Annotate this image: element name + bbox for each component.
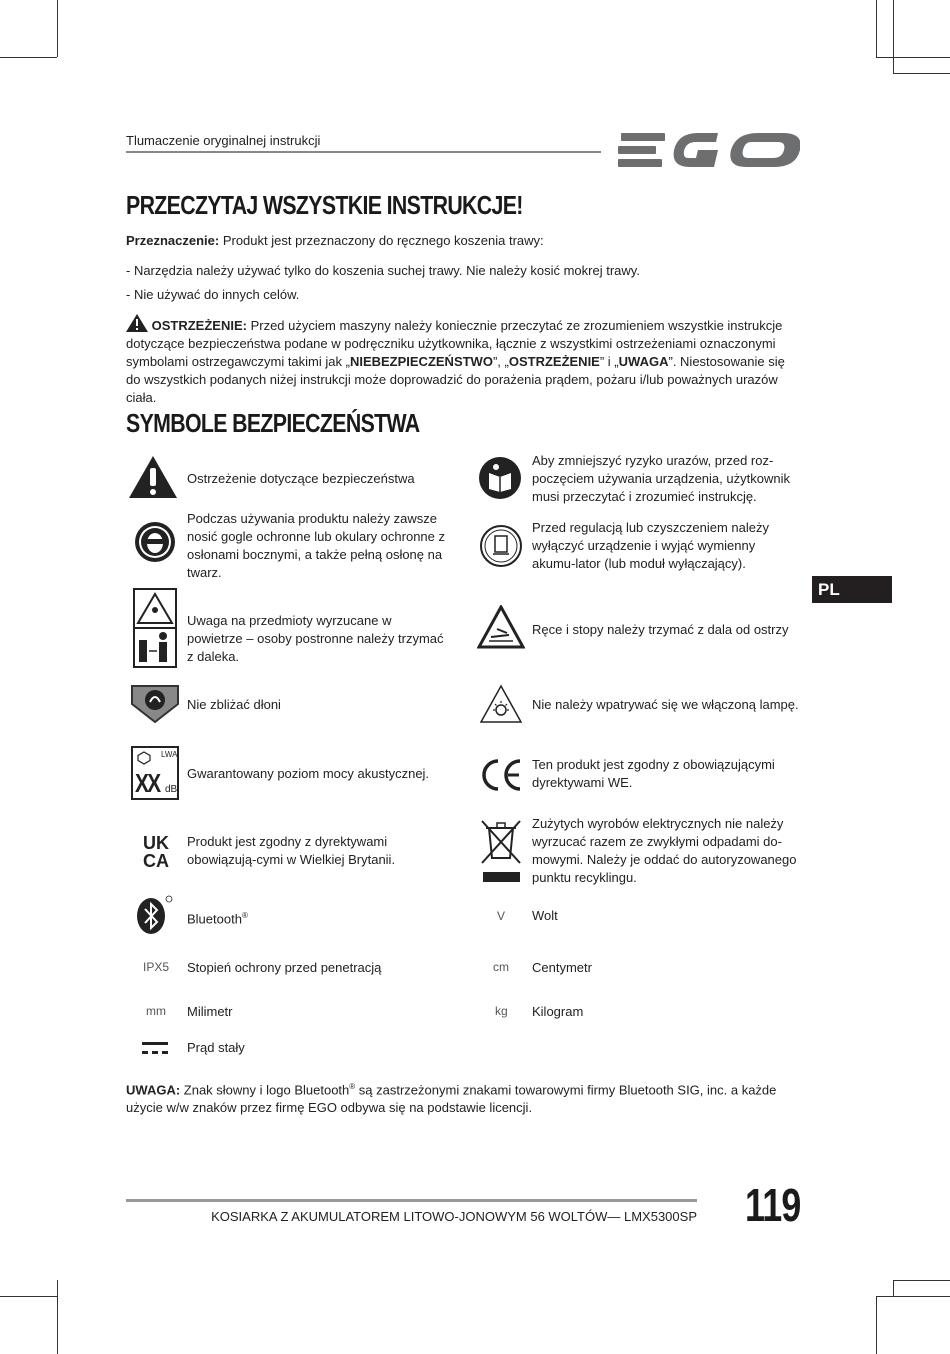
header-rule <box>126 151 601 153</box>
crop-mark <box>0 57 57 58</box>
crop-mark <box>0 1296 57 1297</box>
warning-triangle-icon <box>126 314 148 332</box>
symbol-ipx: Stopień ochrony przed penetracją <box>187 960 382 975</box>
term-warning: OSTRZEŻENIE <box>508 354 600 369</box>
term-danger: NIEBEZPIECZEŃSTWO <box>349 354 493 369</box>
note-text-end: są zastrzeżonymi znakami towarowymi firmy Bluetooth SIG, inc. a każde użycie w/w znaków przez firmę EGO odbywa się na podstawie licencji. <box>126 1082 777 1116</box>
bluetooth-icon <box>133 895 175 935</box>
thrown-objects-icon <box>133 588 177 668</box>
registered-mark: ® <box>241 911 248 920</box>
intended-use-text: Produkt jest przeznaczony do ręcznego koszenia trawy: <box>219 233 544 248</box>
crop-mark <box>893 0 894 73</box>
safety-alert-icon <box>128 455 178 499</box>
crop-mark <box>893 1280 894 1296</box>
ukca-mark-icon <box>136 832 176 872</box>
registered-mark: ® <box>349 1082 356 1091</box>
separator: ”, „ <box>492 354 509 369</box>
symbol-ce: Ten produkt jest zgodny z obowiązującymi dyrektywami WE. <box>532 757 775 790</box>
note-label: UWAGA: <box>126 1082 181 1098</box>
cm-abbr: cm <box>493 960 509 974</box>
warning-text-end: ”. Niestosowanie się do wszystkich podanych niżej instrukcji może doprowadzić do porażenia prądem, pożaru i/lub poważnych urazów ciała. <box>126 354 785 405</box>
ego-logo <box>618 128 800 177</box>
lwa-label: LWA <box>161 750 178 759</box>
crop-mark <box>893 1280 950 1281</box>
crop-mark <box>876 0 877 57</box>
symbol-bluetooth <box>187 907 449 928</box>
mm-abbr: mm <box>146 1004 166 1018</box>
symbol-thrown-objects: Uwaga na przedmioty wyrzucane w powietrze – osoby postronne należy trzymać z daleka. <box>187 613 444 664</box>
symbol-eye-protection: Podczas używania produktu należy zawsze nosić gogle ochronne lub okulary ochronne z osłonami bocznymi, a także pełną osłonę na twarz. <box>187 511 446 580</box>
symbol-lamp: Nie należy wpatrywać się we włączoną lampę. <box>532 697 799 712</box>
crop-mark <box>876 1296 950 1297</box>
page-number: 119 <box>745 1179 801 1231</box>
term-caution: UWAGA <box>618 354 669 369</box>
symbol-keep-hands-away: Nie zbliżać dłoni <box>187 697 281 712</box>
uk-label: UK <box>143 833 169 853</box>
symbol-safety-alert: Ostrzeżenie dotyczące bezpieczeństwa <box>187 471 415 486</box>
symbol-volt: Wolt <box>532 908 558 923</box>
language-tab: PL <box>812 576 892 603</box>
eye-protection-icon <box>134 521 176 563</box>
volt-abbr: V <box>497 909 506 923</box>
intended-use <box>126 232 796 250</box>
symbol-dc: Prąd stały <box>187 1040 245 1055</box>
ipx-abbr: IPX5 <box>143 960 170 974</box>
symbol-ukca: Produkt jest zgodny z dyrektywami obowiązują-cymi w Wielkiej Brytanii. <box>187 834 396 867</box>
bluetooth-note <box>126 1078 796 1117</box>
kg-abbr: kg <box>495 1004 508 1018</box>
bluetooth-label: Bluetooth <box>187 911 242 927</box>
main-title: PRZECZYTAJ WSZYSTKIE INSTRUKCJE! <box>126 190 523 220</box>
separator: ” i „ <box>599 354 619 369</box>
xx-label: XX <box>135 768 160 798</box>
bullet-item: - Narzędzia należy używać tylko do koszenia suchej trawy. Nie należy kosić mokrej trawy. <box>126 263 640 278</box>
keep-hands-away-icon <box>130 684 180 724</box>
symbol-read-manual: Aby zmniejszyć ryzyko urazów, przed roz-poczęciem używania urządzenia, użytkownik musi przeczytać i zrozumieć instrukcję. <box>532 453 790 504</box>
db-label: dB <box>165 784 178 795</box>
hands-feet-blades-icon <box>477 605 525 649</box>
symbol-sound-power: Gwarantowany poziom mocy akustycznej. <box>187 766 430 781</box>
footer-rule <box>126 1199 697 1202</box>
crop-mark <box>876 1296 877 1354</box>
read-manual-icon <box>478 456 522 500</box>
direct-current-icon <box>142 1040 168 1056</box>
symbol-cm: Centymetr <box>532 960 592 975</box>
note-text: Znak słowny i logo Bluetooth <box>180 1082 350 1098</box>
section-title: SYMBOLE BEZPIECZEŃSTWA <box>126 408 420 438</box>
crop-mark <box>876 57 950 58</box>
symbol-remove-battery: Przed regulacją lub czyszczeniem należy wyłączyć urządzenie i wyjąć wymienny akumu-lator (lub moduł wyłączający). <box>532 520 769 571</box>
bullet-item: - Nie używać do innych celów. <box>126 287 300 302</box>
remove-battery-icon <box>479 524 523 568</box>
lamp-warning-icon <box>479 684 523 724</box>
sound-power-icon <box>130 745 180 801</box>
intended-use-label: Przeznaczenie: <box>126 233 220 248</box>
symbol-mm: Milimetr <box>187 1004 233 1019</box>
warning-paragraph <box>126 314 796 407</box>
header-subtitle: Tlumaczenie oryginalnej instrukcji <box>126 133 321 148</box>
crop-mark <box>893 73 950 74</box>
footer-product: KOSIARKA Z AKUMULATOREM LITOWO-JONOWYM 56 WOLTÓW— LMX5300SP <box>211 1209 697 1224</box>
warning-label: OSTRZEŻENIE: <box>151 318 247 333</box>
crop-mark <box>57 0 58 57</box>
warning-text: Przed użyciem maszyny należy koniecznie przeczytać ze zrozumieniem wszystkie instrukcje dotyczące bezpieczeństwa podane w podręczniku użytkownika, łącznie z wszystkimi ostrzeżeniami oznaczonymi symbolami ostrzegawczymi takimi jak „ <box>126 318 783 369</box>
weee-bin-icon <box>479 818 523 886</box>
symbol-weee: Zużytych wyrobów elektrycznych nie należy wyrzucać razem ze zwykłymi odpadami do-mowymi. Należy je oddać do autoryzowanego punktu recyklingu. <box>532 816 797 885</box>
crop-mark <box>57 1280 58 1354</box>
symbol-hands-feet: Ręce i stopy należy trzymać z dala od ostrzy <box>532 622 789 637</box>
ca-label: CA <box>143 851 169 871</box>
symbol-kg: Kilogram <box>532 1004 584 1019</box>
ce-mark-icon <box>478 757 524 793</box>
